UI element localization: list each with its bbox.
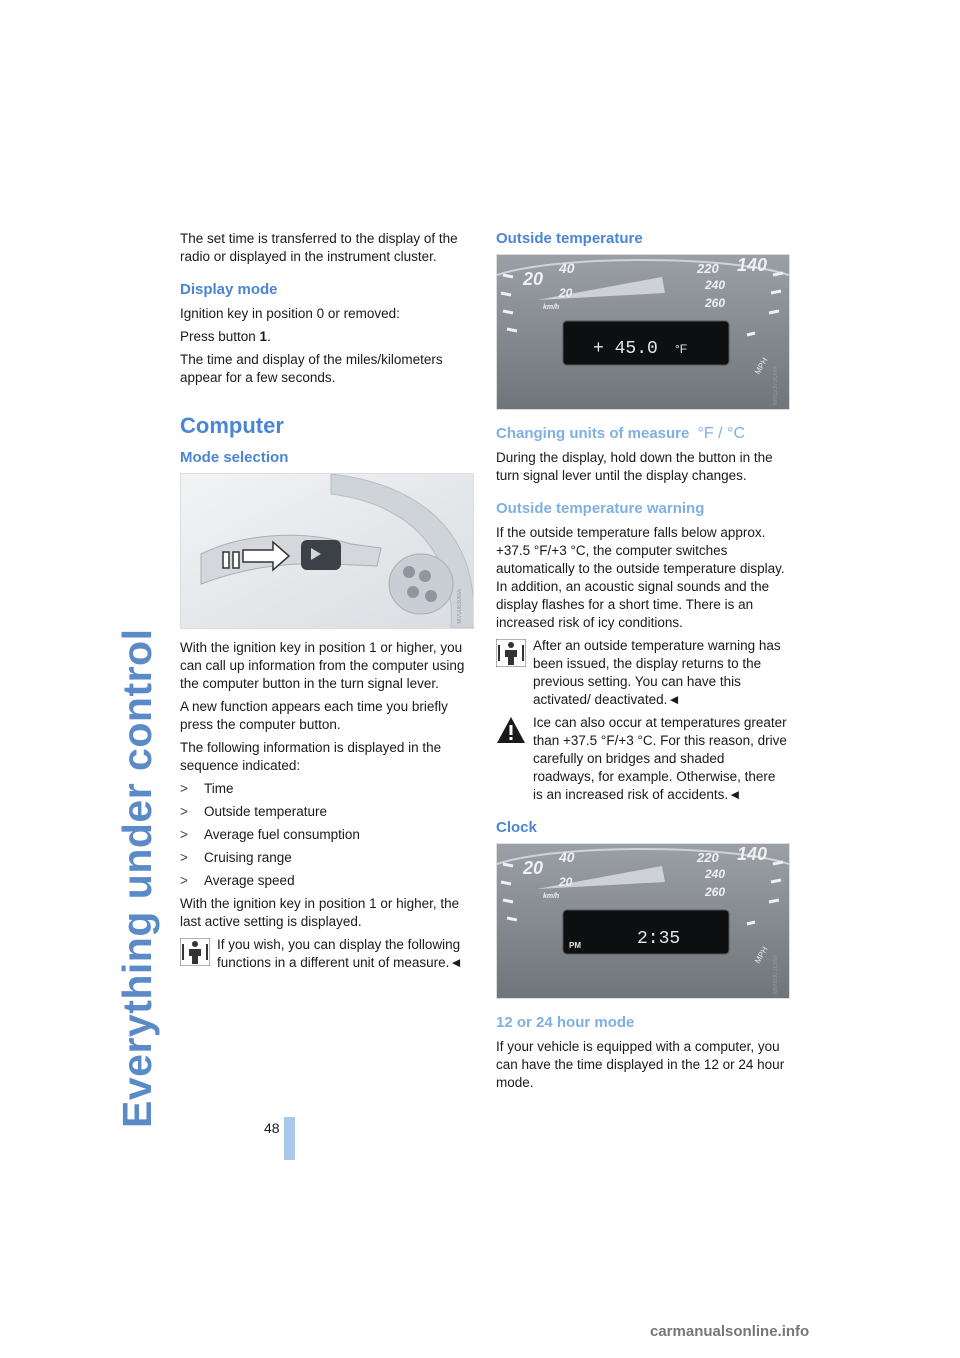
temperature-warning-p1: If the outside temperature falls below approx. +37.5 °F/+3 °C, the computer switches automatically to the outside temperature display. In addition, an acoustic signal sounds and the display flashes for a short time. There is an increased risk of icy conditions.	[496, 525, 785, 630]
turn-signal-lever-figure	[180, 473, 474, 629]
warning-triangle-icon	[496, 716, 526, 744]
gauge-tick-label: 40	[559, 849, 575, 865]
info-note: After an outside temperature warning has been issued, the display returns to the previous setting. You can have this activated/ deactivated.◄	[496, 637, 788, 709]
display-mode-p3: The time and display of the miles/kilometers appear for a few seconds.	[180, 352, 443, 385]
computer-p2: A new function appears each time you briefly press the computer button.	[180, 699, 448, 732]
mode-selection-heading: Mode selection	[180, 449, 289, 466]
page-bar	[284, 1117, 295, 1160]
gauge-tick-label: 20	[523, 269, 544, 289]
display-mode-heading: Display mode	[180, 281, 278, 298]
figure-code: MV02371CMA	[773, 954, 779, 994]
left-column	[180, 230, 472, 977]
instrument-cluster-temp-illustration	[497, 255, 789, 409]
outside-temperature-heading: Outside temperature	[496, 230, 643, 247]
gauge-tick-label: 240	[705, 278, 726, 292]
hour-mode-p1: If your vehicle is equipped with a computer, you can have the time displayed in the 12 or 24 hour mode.	[496, 1039, 785, 1090]
gauge-tick-label: 140	[737, 844, 768, 864]
intro-paragraph: The set time is transferred to the display of the radio or displayed in the instrument cluster.	[180, 231, 458, 264]
gauge-tick-label: 220	[697, 261, 719, 276]
gauge-tick-label: 140	[737, 255, 768, 275]
list-item: > Time	[180, 781, 234, 796]
sequence-list	[180, 780, 472, 890]
figure-code: MV00630MA	[457, 589, 463, 624]
hour-mode-heading: 12 or 24 hour mode	[496, 1014, 635, 1031]
gauge-tick-label: km/h	[543, 893, 560, 900]
clock-figure	[496, 843, 790, 999]
figure-code: MV02373CMA	[773, 365, 779, 405]
gauge-mph-label: MPH	[752, 945, 770, 965]
changing-units-heading: Changing units of measure °F / °C	[496, 425, 745, 442]
clock-heading: Clock	[496, 819, 537, 836]
gauge-tick-label: 20	[559, 875, 573, 889]
clock-readout: 2:35	[637, 929, 681, 949]
computer-p3: The following information is displayed in the sequence indicated:	[180, 740, 442, 773]
hint-person-icon	[180, 938, 210, 966]
pm-indicator: PM	[569, 941, 581, 950]
gauge-tick-label: 20	[559, 286, 573, 300]
list-item: > Outside temperature	[180, 804, 328, 819]
gauge-tick-label: 240	[705, 867, 726, 881]
caution-note: Ice can also occur at temperatures greater than +37.5 °F/+3 °C. For this reason, drive carefully on bridges and shaded roadways, for example. Otherwise, there is an increased risk of accidents.◄	[496, 714, 788, 804]
display-mode-p1: Ignition key in position 0 or removed:	[180, 306, 400, 321]
instrument-cluster-clock-illustration	[497, 844, 789, 998]
temperature-unit: °F	[675, 342, 688, 356]
computer-heading: Computer	[180, 413, 284, 438]
temperature-warning-heading: Outside temperature warning	[496, 500, 705, 517]
temperature-readout: + 45.0	[593, 339, 658, 359]
display-mode-p2: Press button 1.	[180, 329, 271, 344]
gauge-tick-label: 20	[523, 858, 544, 878]
changing-units-p1: During the display, hold down the button in the turn signal lever until the display changes.	[496, 450, 773, 483]
gauge-tick-label: km/h	[543, 304, 560, 311]
hint-person-icon	[496, 639, 526, 667]
turn-signal-lever-illustration	[181, 474, 473, 628]
gauge-tick-label: 260	[705, 296, 726, 310]
list-item: > Average speed	[180, 873, 295, 888]
page-number: 48	[264, 1120, 280, 1136]
gauge-mph-label: MPH	[752, 356, 770, 376]
info-note: If you wish, you can display the following functions in a different unit of measure.◄	[180, 936, 472, 972]
outside-temperature-figure	[496, 254, 790, 410]
gauge-tick-label: 40	[559, 260, 575, 276]
watermark: carmanualsonline.info	[650, 1323, 810, 1340]
list-item: > Average fuel consumption	[180, 827, 360, 842]
computer-p1: With the ignition key in position 1 or higher, you can call up information from the computer using the computer button in the turn signal lever.	[180, 640, 465, 691]
chapter-title: Everything under control	[114, 628, 160, 1128]
computer-p4: With the ignition key in position 1 or higher, the last active setting is displayed.	[180, 896, 460, 929]
gauge-tick-label: 220	[697, 850, 719, 865]
right-column	[496, 230, 788, 1097]
gauge-tick-label: 260	[705, 885, 726, 899]
list-item: > Cruising range	[180, 850, 292, 865]
